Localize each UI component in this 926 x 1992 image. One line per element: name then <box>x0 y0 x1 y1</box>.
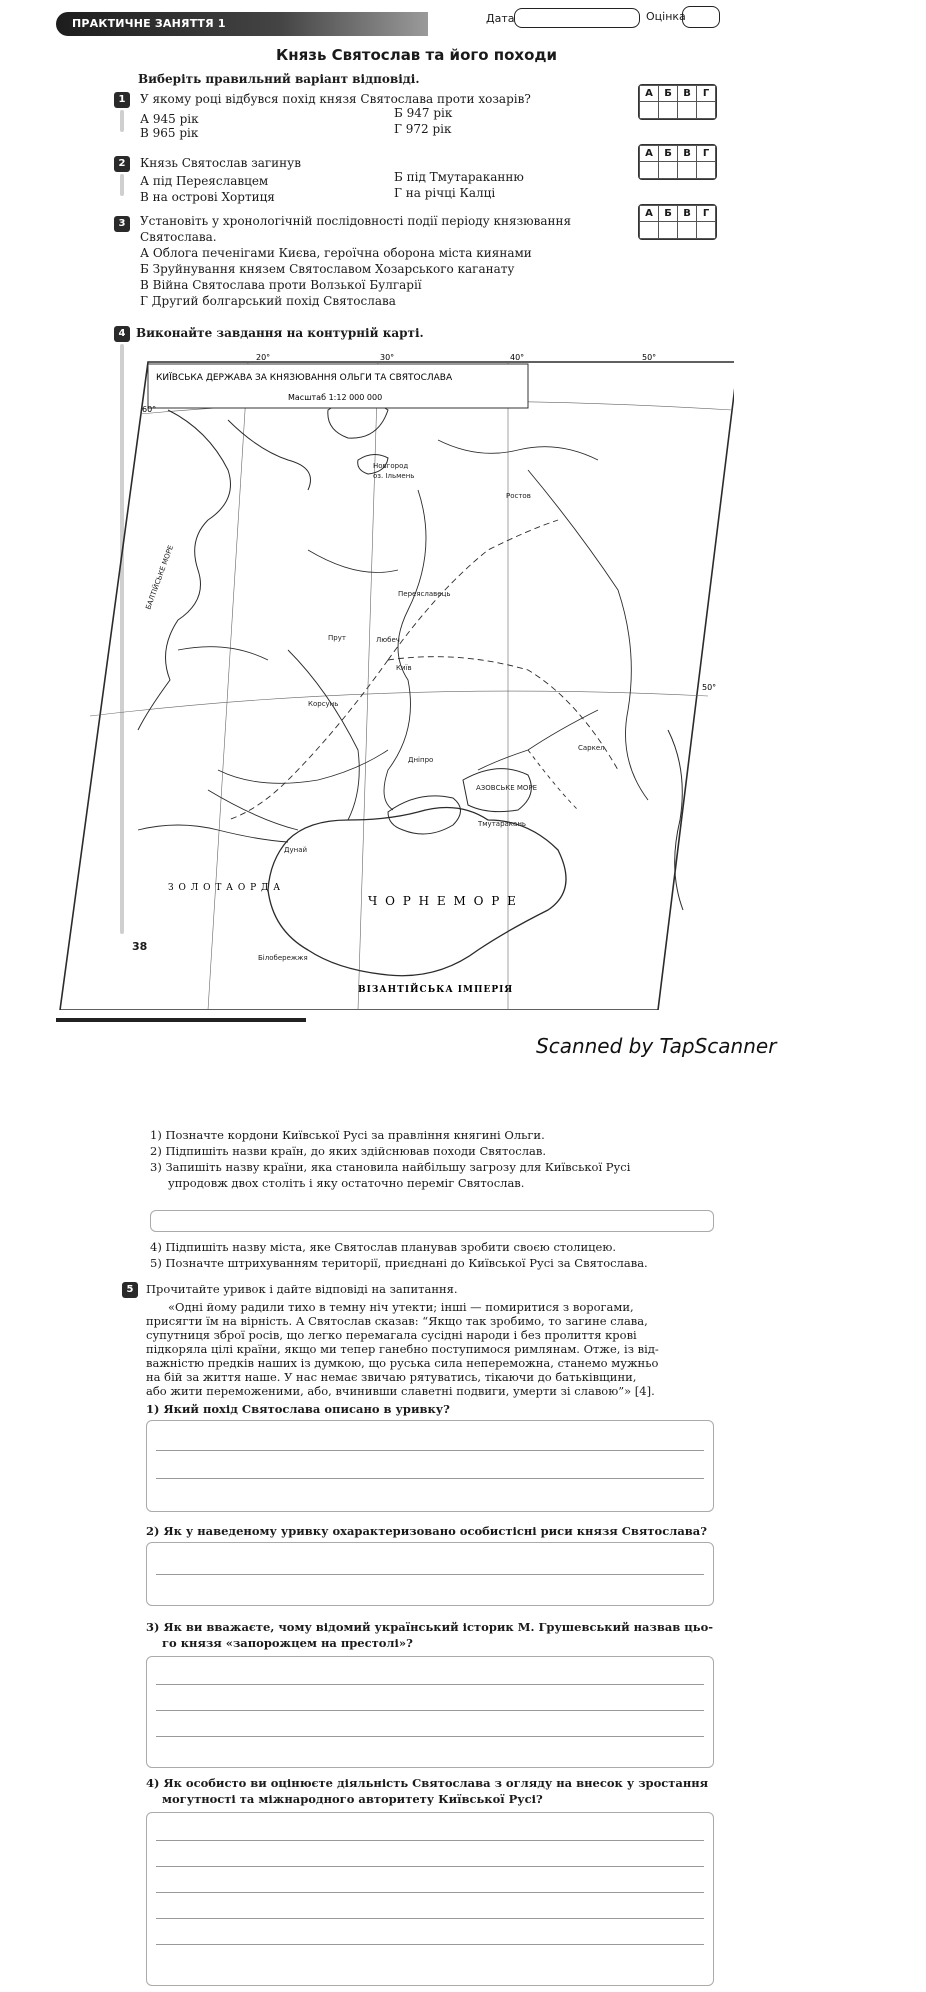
map-label: Білобережжя <box>258 954 308 962</box>
answer-line <box>156 1450 704 1451</box>
answer-field-5-1[interactable] <box>146 1420 714 1512</box>
map-label: Прут <box>328 634 346 642</box>
q3-option-c: В Війна Святослава проти Волзької Булгарії <box>140 278 422 292</box>
question-number-2: 2 <box>114 156 130 172</box>
q5-sub-3-cont: го князя «запорожцем на престолі»? <box>162 1636 413 1650</box>
task-5: 5) Позначте штрихуванням території, приєднані до Київської Русі за Святослава. <box>150 1256 648 1270</box>
byzantine-label: ВІЗАНТІЙСЬКА ІМПЕРІЯ <box>358 985 514 995</box>
q3-option-b: Б Зруйнування князем Святославом Хозарського каганату <box>140 262 515 276</box>
map-label: Тмутаракань <box>478 820 527 828</box>
answer-line <box>156 1892 704 1893</box>
horde-label: З О Л О Т А О Р Д А <box>168 883 282 893</box>
lon-label: 20° <box>256 353 271 362</box>
answer-field-5-3[interactable] <box>146 1656 714 1768</box>
answer-line <box>156 1866 704 1867</box>
map-label: Саркел <box>578 744 605 752</box>
answer-field-5-4[interactable] <box>146 1812 714 1986</box>
answer-line <box>156 1478 704 1479</box>
answer-line <box>156 1736 704 1737</box>
question-marker <box>120 174 124 196</box>
map-title: КИЇВСЬКА ДЕРЖАВА ЗА КНЯЗЮВАННЯ ОЛЬГИ ТА СВЯТОСЛАВА <box>156 373 453 383</box>
q5-sub-2: 2) Як у наведеному уривку охарактеризовано особистісні риси князя Святослава? <box>146 1524 707 1538</box>
page-number: 38 <box>132 940 148 953</box>
answer-line <box>156 1684 704 1685</box>
map-scale: Масштаб 1:12 000 000 <box>288 393 383 402</box>
scanner-watermark: Scanned by TapScanner <box>536 1034 777 1058</box>
map-label: Дунай <box>284 846 308 854</box>
map-label: Новгород <box>373 462 409 470</box>
contour-map[interactable] <box>58 350 734 1010</box>
grade-field[interactable] <box>682 6 720 28</box>
q5-sub-1: 1) Який похід Святослава описано в уривку? <box>146 1402 450 1416</box>
q1-option-b[interactable]: Б 947 рік <box>394 106 453 120</box>
map-label: Київ <box>396 664 412 672</box>
question-number-1: 1 <box>114 92 130 108</box>
q1-option-c[interactable]: В 965 рік <box>140 126 199 140</box>
answer-line <box>156 1574 704 1575</box>
q3-text: Установіть у хронологічній послідовності події періоду князювання <box>140 214 572 228</box>
q2-option-c[interactable]: В на острові Хортиця <box>140 190 275 204</box>
page-title: Князь Святослав та його походи <box>276 46 558 64</box>
q1-option-a[interactable]: А 945 рік <box>140 112 199 126</box>
question-marker <box>120 110 124 132</box>
q2-option-b[interactable]: Б під Тмутараканню <box>394 170 524 184</box>
q1-answer-grid[interactable]: А Б В Г <box>638 84 717 120</box>
q3-option-a: А Облога печенігами Києва, героїчна оборона міста киянами <box>140 246 532 260</box>
q5-intro: Прочитайте уривок і дайте відповіді на запитання. <box>146 1282 458 1296</box>
q5-sub-4: 4) Як особисто ви оцінюєте діяльність Святослава з огляду на внесок у зростання <box>146 1776 709 1790</box>
q3-option-d: Г Другий болгарський похід Святослава <box>140 294 396 308</box>
task-2: 2) Підпишіть назви країн, до яких здійснював походи Святослав. <box>150 1144 546 1158</box>
q2-option-d[interactable]: Г на річці Калці <box>394 186 496 200</box>
grade-label: Оцінка <box>646 10 686 23</box>
task-4: 4) Підпишіть назву міста, яке Святослав планував зробити своєю столицею. <box>150 1240 617 1254</box>
lat-label: 60° <box>142 405 157 414</box>
lon-label: 50° <box>642 353 657 362</box>
q3-answer-grid[interactable]: А Б В Г <box>638 204 717 240</box>
practice-label: ПРАКТИЧНЕ ЗАНЯТТЯ 1 <box>72 17 226 30</box>
answer-line <box>156 1710 704 1711</box>
lat-label: 50° <box>702 683 717 692</box>
map-label: Любеч <box>376 636 400 644</box>
instruction: Виберіть правильний варіант відповіді. <box>138 72 420 86</box>
answer-line <box>156 1918 704 1919</box>
map-label: БАЛТІЙСЬКЕ МОРЕ <box>144 544 176 611</box>
task-3-cont: упродовж двох століть і яку остаточно переміг Святослав. <box>168 1176 525 1190</box>
map-label: Ростов <box>506 492 531 500</box>
practice-header-bar <box>56 12 428 36</box>
map-label: оз. Ільмень <box>373 472 415 480</box>
q1-text: У якому році відбувся похід князя Святослава проти хозарів? <box>140 92 531 106</box>
q1-option-d[interactable]: Г 972 рік <box>394 122 452 136</box>
source-excerpt: «Одні йому радили тихо в темну ніч утекти; інші — помиритися з ворогами, присягти їм на вірність. А Святослав сказав: “Якщо так зробимо, то загине слава, супутниця зброї росів, що легко перемагала сусідні народи і без пролиття крові підкоряла цілі країни, якщо ми тепер ганебно поступимося римлянам. Отже, із від- важністю предків наших із думкою, що руська сила непереможна, станемо мужньо на бій за життя наше. У нас немає звичаю рятуватись, тікаючи до батьківщини, або жити переможеними, або, вчинивши славетні подвиги, умерти зі славою”» [4]. <box>146 1300 659 1398</box>
date-field[interactable] <box>514 8 640 28</box>
q4-text: Виконайте завдання на контурній карті. <box>136 326 424 340</box>
answer-field-task-3[interactable] <box>150 1210 714 1232</box>
map-label: Дніпро <box>408 756 434 764</box>
q2-answer-grid[interactable]: А Б В Г <box>638 144 717 180</box>
q2-option-a[interactable]: А під Переяславцем <box>140 174 269 188</box>
lon-label: 30° <box>380 353 395 362</box>
map-label: АЗОВСЬКЕ МОРЕ <box>476 784 538 792</box>
black-sea-label: Ч О Р Н Е М О Р Е <box>368 894 518 908</box>
page-edge <box>56 1018 306 1022</box>
q3-text-cont: Святослава. <box>140 230 217 244</box>
q5-sub-3: 3) Як ви вважаєте, чому відомий український історик М. Грушевський назвав цьо- <box>146 1620 714 1634</box>
task-3: 3) Запишіть назву країни, яка становила найбільшу загрозу для Київської Русі <box>150 1160 631 1174</box>
date-label: Дата <box>486 12 515 25</box>
map-label: Корсунь <box>308 700 339 708</box>
answer-line <box>156 1944 704 1945</box>
q5-sub-4-cont: могутності та міжнародного авторитету Київської Русі? <box>162 1792 543 1806</box>
lon-label: 40° <box>510 353 525 362</box>
map-label: Переяславець <box>398 590 451 598</box>
question-number-4: 4 <box>114 326 130 342</box>
q2-text: Князь Святослав загинув <box>140 156 301 170</box>
answer-line <box>156 1840 704 1841</box>
task-1: 1) Позначте кордони Київської Русі за правління княгині Ольги. <box>150 1128 545 1142</box>
question-number-5: 5 <box>122 1282 138 1298</box>
question-number-3: 3 <box>114 216 130 232</box>
